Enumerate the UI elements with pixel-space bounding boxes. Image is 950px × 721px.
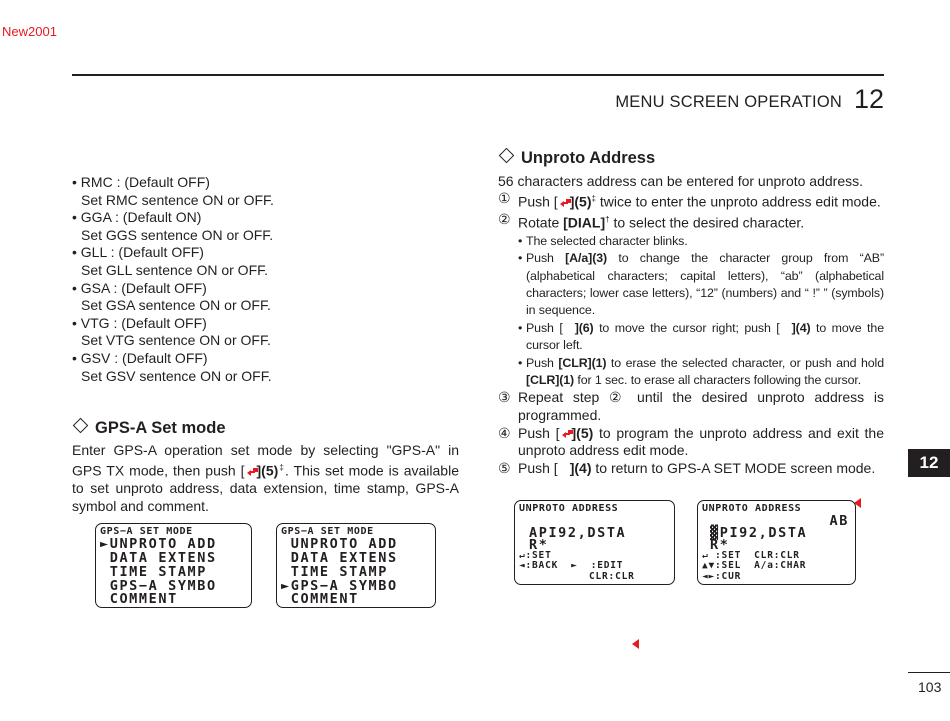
- option-name: • RMC : (Default OFF): [72, 174, 210, 190]
- step-3: ③ Repeat step ② until the desired unproto address is programmed.: [498, 389, 884, 423]
- left-key-icon: [631, 638, 641, 648]
- step-5: ⑤ Push [ ](4) to return to GPS-A SET MODE screen mode.: [498, 460, 884, 478]
- option-desc: Set GLL sentence ON or OFF.: [81, 261, 269, 278]
- page-header-chapter: 12: [854, 84, 885, 114]
- diamond-icon: [73, 418, 89, 434]
- option-desc: Set GSV sentence ON or OFF.: [81, 367, 272, 384]
- header-rule: [72, 74, 884, 76]
- document-stamp: New2001: [2, 24, 57, 39]
- option-name: • GGA : (Default ON): [72, 209, 202, 226]
- option-desc: Set GSA sentence ON or OFF.: [81, 297, 271, 314]
- option-name: • GLL : (Default OFF): [72, 244, 204, 261]
- diamond-icon: [499, 148, 515, 164]
- enter-key-icon: [561, 429, 571, 439]
- lcd-gps-a-set-mode-1: GPS−A SET MODE ►UNPROTO ADD DATA EXTENS TIME STAMP GPS−A SYMBO COMMENT: [95, 523, 252, 608]
- step-1: ① Push [ ](5)‡ twice to enter the unproto address edit mode.: [498, 190, 881, 210]
- lcd-gps-a-set-mode-2: GPS−A SET MODE UNPROTO ADD DATA EXTENS TIME STAMP ►GPS−A SYMBO COMMENT: [276, 523, 436, 608]
- option-name: • GSV : (Default OFF): [72, 349, 208, 366]
- section-title: Unproto Address: [498, 150, 884, 168]
- gps-a-body: Enter GPS-A operation set mode by selecting "GPS-A" in GPS TX mode, then push [ ](5)‡. This set mode is available to set unproto address, data extension, time stamp, GPS-A symbol and comment.: [72, 441, 459, 515]
- lcd-unproto-address-1: UNPROTO ADDRESS API92,DSTA R* ↵:SET ◄:BACK ► :EDIT CLR:CLR: [514, 500, 675, 585]
- sub-note-3: • Push [ ](6) to move the cursor right; push [ ](4) to move the cursor left.: [498, 320, 884, 355]
- footer-rule: [908, 672, 950, 673]
- step-2: ② Rotate [DIAL]† to select the desired character.: [498, 211, 805, 232]
- sub-note-1: • The selected character blinks.: [518, 233, 688, 248]
- option-desc: Set GGS sentence ON or OFF.: [81, 226, 274, 243]
- nmea-options-list: [72, 174, 459, 385]
- chapter-side-tab: 12: [908, 449, 950, 477]
- unproto-section: [498, 150, 884, 477]
- step-4: ④ Push [ ](5) to program the unproto address and exit the unproto address edit mode.: [498, 424, 884, 459]
- page-number: 103: [918, 679, 942, 695]
- option-desc: Set RMC sentence ON or OFF.: [81, 191, 274, 208]
- lcd-unproto-address-2: UNPROTO ADDRESS AB ▓PI92,DSTA R* ↵ :SET CLR:CLR ▲▼:SEL A/a:CHAR ◄►:CUR: [697, 500, 856, 585]
- sub-note-4: • Push [CLR](1) to erase the selected character, or push and hold [CLR](1) for 1 sec. to erase all characters following the cursor.: [518, 355, 884, 387]
- enter-key-icon: [246, 467, 256, 477]
- enter-key-icon: [559, 198, 569, 208]
- sub-note-2: • Push [A/a](3) to change the character group from “AB” (alphabetical characters; capital letters), “ab” (alphabetical characters; lower case letters), “12” (numbers) and “ !” ” (symbols) in sequence.: [518, 251, 884, 318]
- option-name: • VTG : (Default OFF): [72, 314, 207, 331]
- page-header-title: MENU SCREEN OPERATION: [615, 93, 842, 111]
- option-name: • GSA : (Default OFF): [72, 279, 207, 296]
- section-title: GPS-A Set mode: [72, 420, 459, 438]
- option-desc: Set VTG sentence ON or OFF.: [81, 332, 271, 349]
- unproto-intro: 56 characters address can be entered for unproto address.: [498, 172, 863, 189]
- gps-a-section: [72, 420, 459, 516]
